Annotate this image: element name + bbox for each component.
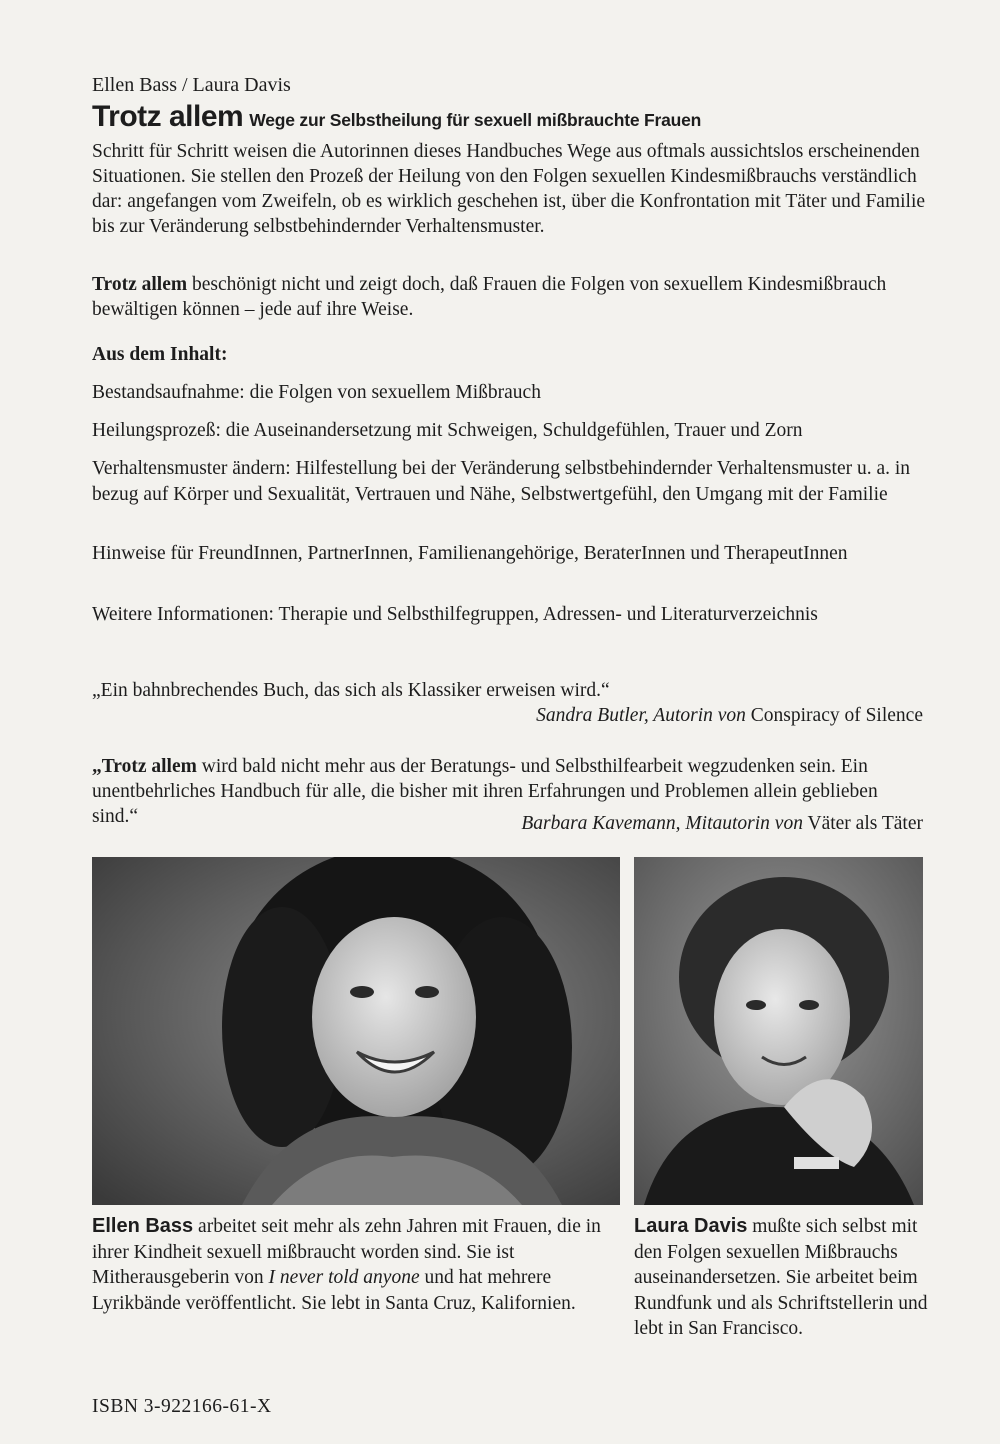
ellen-bass-photo [92, 857, 620, 1205]
isbn: ISBN 3-922166-61-X [92, 1396, 272, 1417]
summary-title-ref: Trotz allem [92, 274, 188, 295]
laura-davis-name: Laura Davis [634, 1215, 748, 1237]
authors: Ellen Bass / Laura Davis [92, 74, 291, 96]
quote-1-attribution [536, 705, 923, 727]
laura-davis-bio [634, 1214, 929, 1342]
ellen-bass-book-title: I never told anyone [268, 1267, 420, 1288]
intro-paragraph: Schritt für Schritt weisen die Autorinnen dieses Handbuches Wege aus oftmals aussichtslos erscheinenden Situationen. Sie stellen den Prozeß der Heilung von den Folgen sexuellen Kindesmißbrauchs verständlich dar: angefangen vom Zweifeln, ob es wirklich geschehen ist, über die Konfrontation mit Täter und Familie bis zur Veränderung selbstbehindernder Verhaltensmuster. [92, 141, 926, 237]
quote-1: „Ein bahnbrechendes Buch, das sich als Klassiker erweisen wird.“ [92, 680, 610, 701]
ellen-bass-bio [92, 1214, 622, 1316]
title-line [92, 100, 701, 134]
ellen-bass-bio-text-2: und hat mehrere Lyrikbände veröffentlicht. Sie lebt in Santa Cruz, Kalifornien. [92, 1267, 576, 1314]
contents-item: Verhaltensmuster ändern: Hilfestellung bei der Veränderung selbstbehindernder Verhaltensmuster u. a. in bezug auf Körper und Sexualität, Vertrauen und Nähe, Selbstwertgefühl, den Umgang mit der Familie [92, 458, 911, 505]
contents-heading: Aus dem Inhalt: [92, 344, 228, 365]
ellen-bass-name: Ellen Bass [92, 1215, 194, 1237]
quote-1-author: Sandra Butler, Autorin von [536, 705, 746, 726]
book-title: Trotz allem [92, 100, 244, 133]
quote-2-attribution [509, 813, 923, 835]
laura-davis-photo [634, 857, 923, 1205]
contents-item: Heilungsprozeß: die Auseinandersetzung mit Schweigen, Schuldgefühlen, Trauer und Zorn [92, 420, 803, 441]
contents-item: Weitere Informationen: Therapie und Selbsthilfegruppen, Adressen- und Literaturverzeichnis [92, 604, 818, 625]
ellen-bass-bio-text: arbeitet seit mehr als zehn Jahren mit Frauen, die in ihrer Kindheit sexuell mißbraucht worden sind. Sie ist Mitherausgeberin von [92, 1216, 601, 1288]
quote-2-author: Barbara Kavemann, Mitautorin von [521, 813, 803, 834]
quote-2-work: Väter als Täter [807, 813, 923, 834]
quote-2-text: wird bald nicht mehr aus der Beratungs- und Selbsthilfearbeit wegzudenken sein. Ein unentbehrliches Handbuch für alle, die bisher mit ihren Erfahrungen und Problemen allein geblieben sind.“ [92, 756, 878, 827]
summary-paragraph [92, 272, 932, 322]
contents-item: Hinweise für FreundInnen, PartnerInnen, Familienangehörige, BeraterInnen und TherapeutInnen [92, 543, 848, 564]
quote-2-title-ref: „Trotz allem [92, 756, 197, 777]
summary-text: beschönigt nicht und zeigt doch, daß Frauen die Folgen von sexuellem Kindesmißbrauch bewältigen können – jede auf ihre Weise. [92, 274, 887, 320]
quote-1-work: Conspiracy of Silence [750, 705, 923, 726]
book-subtitle: Wege zur Selbstheilung für sexuell mißbrauchte Frauen [249, 110, 702, 130]
laura-davis-bio-text: mußte sich selbst mit den Folgen sexuellen Mißbrauchs auseinandersetzen. Sie arbeitet beim Rundfunk und als Schriftstellerin und lebt in San Francisco. [634, 1216, 928, 1339]
contents-item: Bestandsaufnahme: die Folgen von sexuellem Mißbrauch [92, 382, 541, 403]
